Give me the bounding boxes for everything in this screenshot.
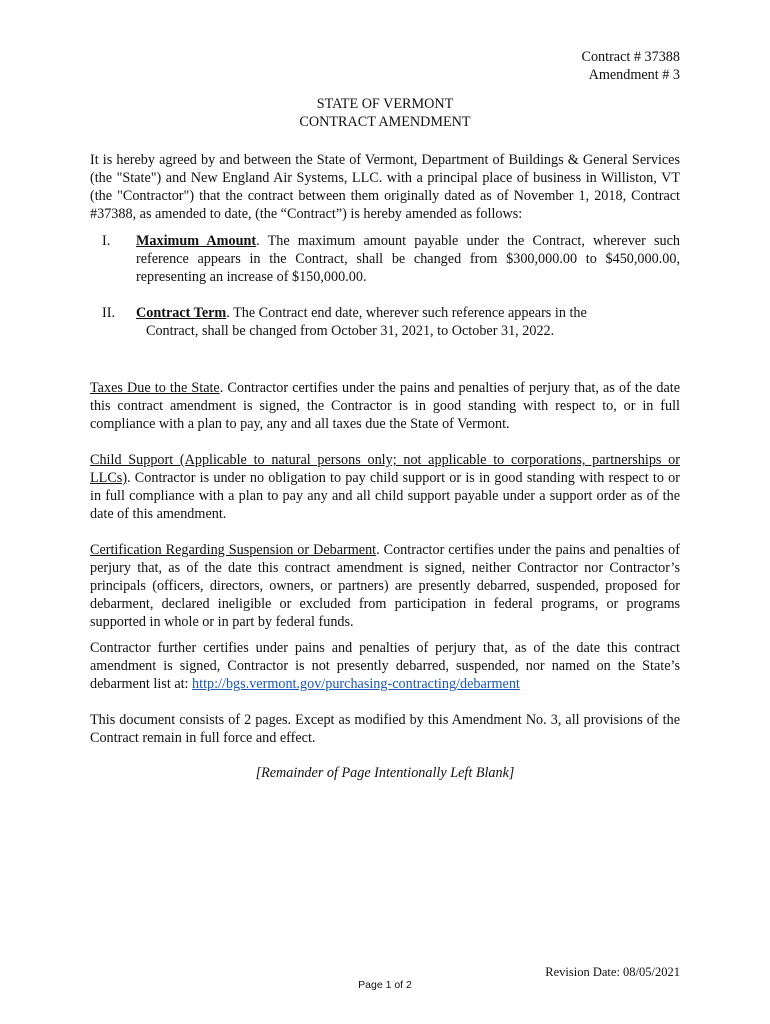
intro-paragraph: It is hereby agreed by and between the State of Vermont, Department of Buildings & General Services (the "State") and New England Air Systems, LLC. with a principal place of business in Williston, VT (the "Contractor") that the contract between them originally dated as of November 1, 2018, Contract #37388, as amended to date, (the “Contract”) is hereby amended as follows: — [90, 152, 680, 222]
amendment-items — [90, 232, 680, 340]
contract-number: Contract # 37388 — [581, 49, 680, 65]
child-support-heading: Child Support (Applicable to natural persons only; not applicable to corporations, partnerships or LLCs) — [90, 452, 680, 486]
item-text-continued: Contract, shall be changed from October 31, 2021, to October 31, 2022. — [146, 323, 555, 339]
further-certification-paragraph — [90, 639, 680, 693]
debarment-list-link[interactable]: http://bgs.vermont.gov/purchasing-contracting/debarment — [192, 676, 520, 692]
document-title — [90, 95, 680, 131]
taxes-paragraph — [90, 379, 680, 433]
remainder-blank-notice: [Remainder of Page Intentionally Left Blank] — [255, 765, 515, 781]
amendment-item-maximum-amount — [90, 232, 680, 286]
document-page — [90, 48, 680, 782]
child-support-text: . Contractor is under no obligation to pay child support or is in good standing with respect to or in full compliance with a plan to pay any and all child support payable under a support order as of the date of this amendment. — [90, 470, 680, 522]
item-number: I. — [102, 233, 111, 249]
child-support-paragraph — [90, 451, 680, 523]
item-heading: Maximum Amount — [136, 233, 257, 249]
title-line-2: CONTRACT AMENDMENT — [299, 114, 471, 130]
certification-paragraph — [90, 541, 680, 631]
item-heading: Contract Term — [136, 305, 227, 321]
title-line-1: STATE OF VERMONT — [316, 96, 454, 112]
further-text: Contractor further certifies under pains and penalties of perjury that, as of the date this contract amendment is signed, Contractor is not presently debarred, suspended, nor named on the State’s debarment list at: — [90, 640, 680, 692]
amendment-number: Amendment # 3 — [588, 67, 680, 83]
certification-text: . Contractor certifies under the pains and penalties of perjury that, as of the date this contract amendment is signed, neither Contractor nor Contractor’s principals (officers, directors, owners, or partners) are presently debarred, suspended, proposed for debarment, declared ineligible or excluded from participation in federal programs, or programs supported in whole or in part by federal funds. — [90, 542, 680, 630]
page-number: Page 1 of 2 — [358, 979, 412, 991]
item-number: II. — [102, 305, 115, 321]
certification-heading: Certification Regarding Suspension or Debarment — [90, 542, 377, 558]
taxes-heading: Taxes Due to the State — [90, 380, 220, 396]
document-pages-paragraph: This document consists of 2 pages. Except as modified by this Amendment No. 3, all provisions of the Contract remain in full force and effect. — [90, 712, 680, 746]
item-text: . The maximum amount payable under the Contract, wherever such reference appears in the Contract, shall be changed from $300,000.00 to $450,000.00, representing an increase of $150,000.00. — [136, 233, 680, 285]
amendment-item-contract-term — [90, 304, 680, 340]
taxes-text: . Contractor certifies under the pains and penalties of perjury that, as of the date this contract amendment is signed, the Contractor is in good standing with respect to, or in full compliance with a plan to pay, any and all taxes due the State of Vermont. — [90, 380, 680, 432]
revision-date: Revision Date: 08/05/2021 — [545, 965, 680, 979]
item-text: . The Contract end date, wherever such reference appears in the — [226, 305, 587, 321]
contract-ids — [90, 48, 680, 84]
